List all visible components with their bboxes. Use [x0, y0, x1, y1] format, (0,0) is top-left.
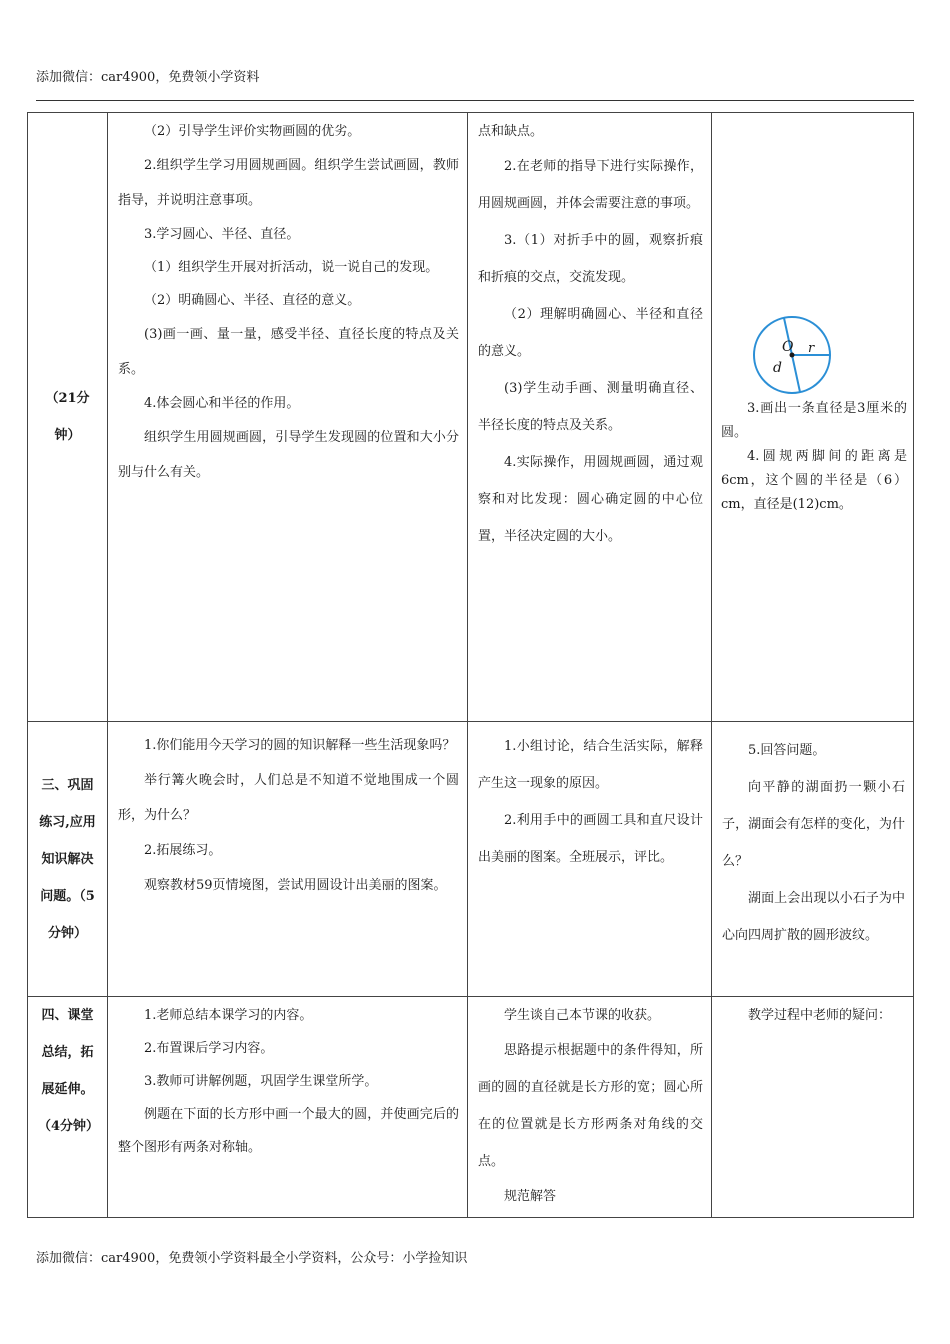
- exercise-cell: [712, 997, 914, 1218]
- student-activity-text: 2.利用手中的画圆工具和直尺设计出美丽的图案。全班展示，评比。: [478, 813, 703, 865]
- circle-diagram: [750, 313, 834, 397]
- stage-text: 钟）: [54, 428, 81, 443]
- teacher-activity-text: 3.学习圆心、半径、直径。: [144, 227, 300, 242]
- exercise-text: 3.画出一条直径是3厘米的圆。: [721, 401, 907, 440]
- student-activity-text: 1.小组讨论，结合生活实际，解释产生这一现象的原因。: [478, 739, 703, 791]
- exercise-cell: [712, 722, 914, 997]
- student-activity-text: 思路提示根据题中的条件得知，所画的圆的直径就是长方形的宽；圆心所在的位置就是长方形两条对角线的交点。: [478, 1043, 703, 1169]
- teacher-activity-cell: [108, 113, 468, 722]
- student-activity-cell: [468, 722, 712, 997]
- student-activity-text: （2）理解明确圆心、半径和直径的意义。: [478, 307, 703, 359]
- stage-text: 三、巩固: [41, 777, 94, 793]
- stage-text: 四、课堂: [41, 1008, 94, 1023]
- teacher-activity-text: （2）引导学生评价实物画圆的优劣。: [144, 124, 361, 139]
- student-activity-text: 3.（1）对折手中的圆，观察折痕和折痕的交点，交流发现。: [478, 233, 703, 285]
- stage-text: （4分钟）: [38, 1119, 100, 1134]
- teacher-activity-text: 举行篝火晚会时，人们总是不知道不觉地围成一个圆形，为什么？: [118, 773, 459, 823]
- stage-text: 练习,应用: [39, 814, 96, 830]
- exercise-text: 向平静的湖面扔一颗小石子，湖面会有怎样的变化，为什么？: [722, 780, 905, 869]
- teacher-activity-text: 1.你们能用今天学习的圆的知识解释一些生活现象吗？: [144, 738, 456, 753]
- teacher-activity-cell: [108, 722, 468, 997]
- teacher-activity-text: 3.教师可讲解例题，巩固学生课堂所学。: [144, 1074, 378, 1089]
- exercise-cell: [712, 113, 914, 722]
- exercise-text: 教学过程中老师的疑问：: [748, 1008, 892, 1023]
- exercise-text: 湖面上会出现以小石子为中心向四周扩散的圆形波纹。: [722, 891, 905, 943]
- table-row: [28, 113, 914, 722]
- student-activity-text: 规范解答: [504, 1189, 557, 1204]
- page-footer: 添加微信：car4900，免费领小学资料最全小学资料，公众号：小学捡知识: [36, 1251, 468, 1266]
- student-activity-text: (3)学生动手画、测量明确直径、半径长度的特点及关系。: [478, 381, 703, 433]
- table-row: [28, 997, 914, 1218]
- student-activity-cell: [468, 997, 712, 1218]
- teacher-activity-text: 观察教材59页情境图，尝试用圆设计出美丽的图案。: [144, 878, 447, 893]
- teacher-activity-cell: [108, 997, 468, 1218]
- diameter-label: d: [773, 360, 782, 376]
- stage-text: （21分: [45, 391, 90, 406]
- exercise-text: 5.回答问题。: [748, 743, 826, 758]
- center-label: O: [782, 339, 794, 355]
- student-activity-text: 4.实际操作，用圆规画圆，通过观察和对比发现：圆心确定圆的中心位置，半径决定圆的大小。: [478, 455, 703, 544]
- teacher-activity-text: 2.组织学生学习用圆规画圆。组织学生尝试画圆，教师指导，并说明注意事项。: [118, 158, 459, 208]
- exercise-text: 4.圆规两脚间的距离是6cm，这个圆的半径是（6）cm，直径是(12)cm。: [721, 449, 907, 512]
- student-activity-cell: [468, 113, 712, 722]
- lesson-plan-table: [27, 112, 914, 1218]
- student-activity-text: 学生谈自己本节课的收获。: [504, 1008, 661, 1023]
- header-rule: [36, 100, 914, 101]
- stage-text: 问题。（5: [40, 888, 95, 904]
- teacher-activity-text: （1）组织学生开展对折活动，说一说自己的发现。: [144, 260, 439, 275]
- stage-text: 分钟）: [47, 925, 87, 941]
- stage-text: 总结，拓: [41, 1045, 94, 1060]
- teacher-activity-text: (3)画一画、量一量，感受半径、直径长度的特点及关系。: [118, 327, 459, 377]
- stage-text: 知识解决: [41, 851, 94, 867]
- radius-label: r: [808, 341, 815, 356]
- teacher-activity-text: 4.体会圆心和半径的作用。: [144, 396, 300, 411]
- teacher-activity-text: 1.老师总结本课学习的内容。: [144, 1008, 313, 1023]
- teacher-activity-text: 2.布置课后学习内容。: [144, 1041, 274, 1056]
- teacher-activity-text: （2）明确圆心、半径、直径的意义。: [144, 293, 361, 308]
- student-activity-text: 2.在老师的指导下进行实际操作，用圆规画圆，并体会需要注意的事项。: [478, 159, 703, 211]
- teacher-activity-text: 2.拓展练习。: [144, 843, 222, 858]
- stage-cell: [28, 722, 108, 997]
- page-header: 添加微信：car4900，免费领小学资料: [36, 70, 260, 85]
- teacher-activity-text: 组织学生用圆规画圆，引导学生发现圆的位置和大小分别与什么有关。: [118, 430, 459, 480]
- student-activity-text: 点和缺点。: [478, 124, 544, 139]
- table-row: [28, 722, 914, 997]
- stage-text: 展延伸。: [41, 1082, 94, 1097]
- stage-cell: [28, 113, 108, 722]
- teacher-activity-text: 例题在下面的长方形中画一个最大的圆，并使画完后的整个图形有两条对称轴。: [118, 1107, 459, 1155]
- stage-cell: [28, 997, 108, 1218]
